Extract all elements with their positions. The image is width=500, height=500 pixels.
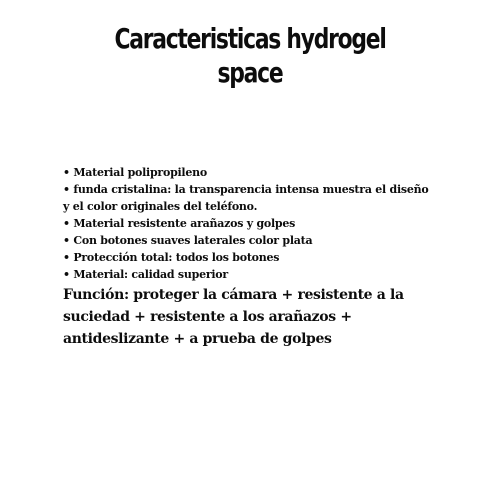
function-paragraph: Función: proteger la cámara + resistente a la suciedad + resistente a los arañazos + antideslizante + a prueba de golpes bbox=[63, 287, 404, 347]
title-line-2: space bbox=[217, 56, 283, 89]
feature-item: • funda cristalina: la transparencia intensa muestra el diseño y el color originales del teléfono. bbox=[63, 183, 429, 213]
feature-item: • Material: calidad superior bbox=[63, 268, 228, 281]
feature-list bbox=[63, 164, 435, 283]
feature-item: • Protección total: todos los botones bbox=[63, 251, 280, 264]
feature-item: • Material resistente arañazos y golpes bbox=[63, 217, 296, 230]
feature-item: • Con botones suaves laterales color plata bbox=[63, 234, 313, 247]
page-title bbox=[55, 22, 445, 90]
feature-item: • Material polipropileno bbox=[63, 166, 207, 179]
title-line-1: Caracteristicas hydrogel bbox=[114, 22, 386, 55]
